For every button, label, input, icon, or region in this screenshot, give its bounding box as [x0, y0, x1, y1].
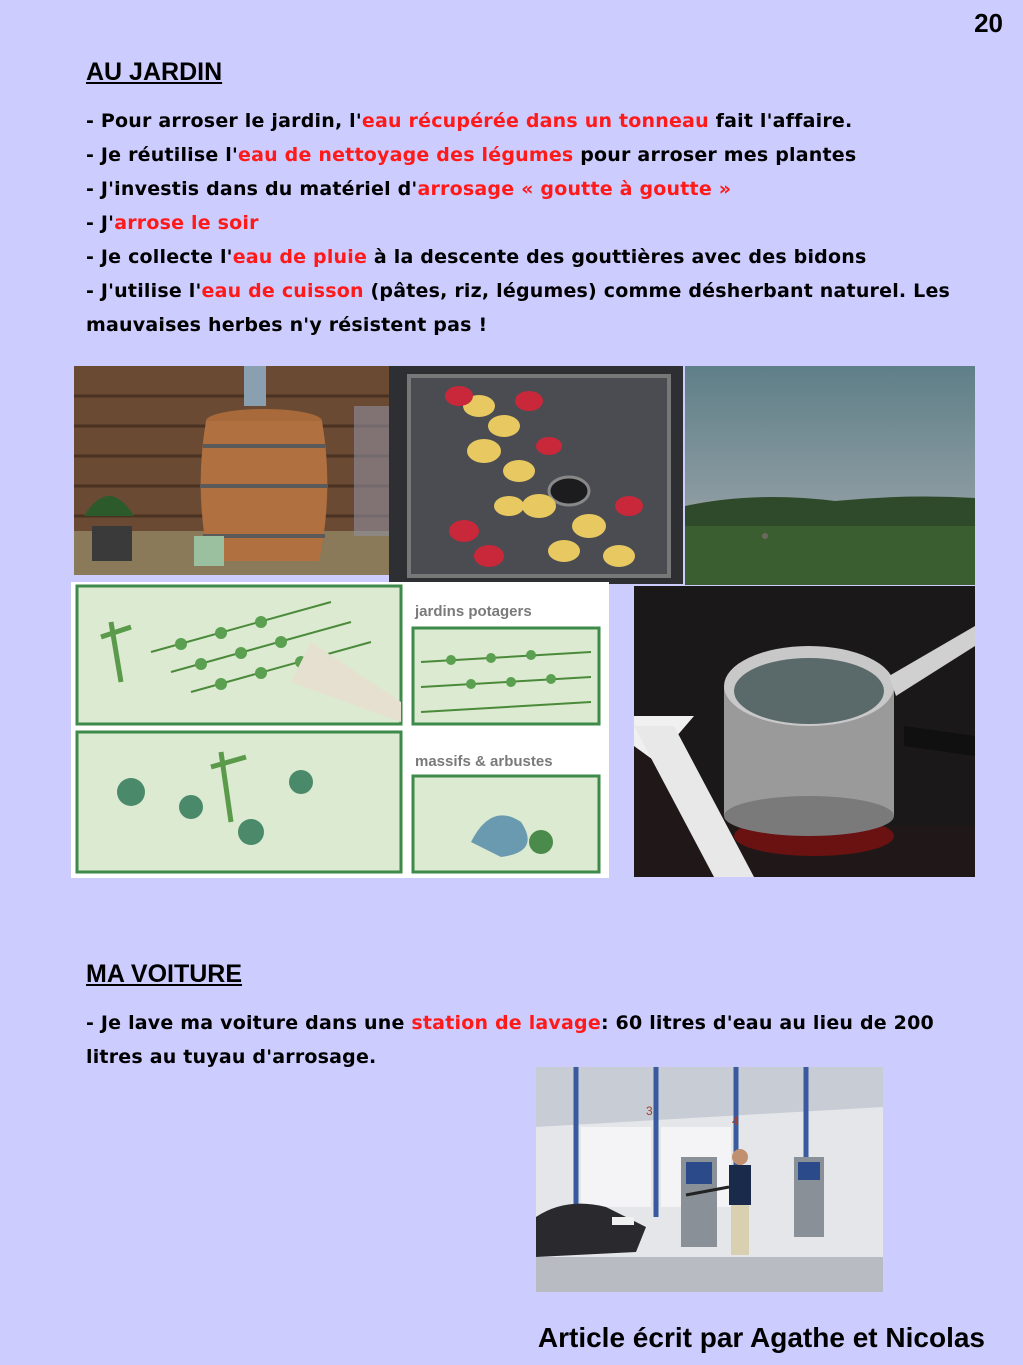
car-tip: [86, 1006, 946, 1074]
tip-highlight: eau de pluie: [232, 246, 368, 268]
garden-heading: AU JARDIN: [86, 58, 223, 86]
diagram-label-vegetables: jardins potagers: [415, 603, 532, 620]
vegetables-in-sink-photo: [389, 366, 683, 584]
tip-text: - Je collecte l': [86, 246, 233, 268]
tip-highlight: arrosage « goutte à goutte »: [417, 178, 732, 200]
page-number: 20: [974, 8, 1003, 38]
irrigation-diagram: [71, 582, 609, 878]
tip-text: à la descente des gouttières avec des bidons: [367, 246, 867, 268]
tip-text: : 60 litres d'eau au lieu de 200 litres au tuyau d'arrosage.: [86, 1012, 934, 1068]
rain-barrel-photo: [74, 366, 389, 575]
author-signature: Article écrit par Agathe et Nicolas: [537, 1322, 985, 1353]
car-wash-photo: [536, 1067, 883, 1292]
tip-highlight: eau récupérée dans un tonneau: [361, 110, 709, 132]
garden-tip: [86, 240, 966, 274]
tip-highlight: station de lavage: [411, 1012, 601, 1034]
tip-text: - J': [86, 212, 115, 234]
tip-text: - J'investis dans du matériel d': [86, 178, 418, 200]
tip-text: fait l'affaire.: [708, 110, 853, 132]
bay-number: 4: [732, 1114, 739, 1128]
garden-tip: [86, 104, 966, 138]
tip-text: (pâtes, riz, légumes) comme désherbant naturel. Les mauvaises herbes n'y résistent pas !: [86, 280, 951, 336]
garden-tips: [86, 104, 966, 342]
bay-number: 3: [646, 1104, 653, 1118]
car-heading: MA VOITURE: [86, 960, 243, 988]
tip-text: - J'utilise l': [86, 280, 202, 302]
tip-text: - Je lave ma voiture dans une: [86, 1012, 412, 1034]
garden-tip: [86, 206, 966, 240]
diagram-label-shrubs: massifs & arbustes: [415, 753, 553, 770]
tip-highlight: eau de cuisson: [201, 280, 364, 302]
tip-text: pour arroser mes plantes: [573, 144, 857, 166]
tip-highlight: arrose le soir: [114, 212, 259, 234]
tip-text: - Pour arroser le jardin, l': [86, 110, 362, 132]
boiling-pan-photo: [634, 586, 975, 877]
tip-highlight: eau de nettoyage des légumes: [238, 144, 574, 166]
garden-tip: [86, 172, 966, 206]
car-tip-line: [86, 1006, 946, 1074]
tip-text: - Je réutilise l': [86, 144, 239, 166]
garden-tip: [86, 274, 966, 342]
evening-watering-photo: [685, 366, 975, 585]
garden-tip: [86, 138, 966, 172]
